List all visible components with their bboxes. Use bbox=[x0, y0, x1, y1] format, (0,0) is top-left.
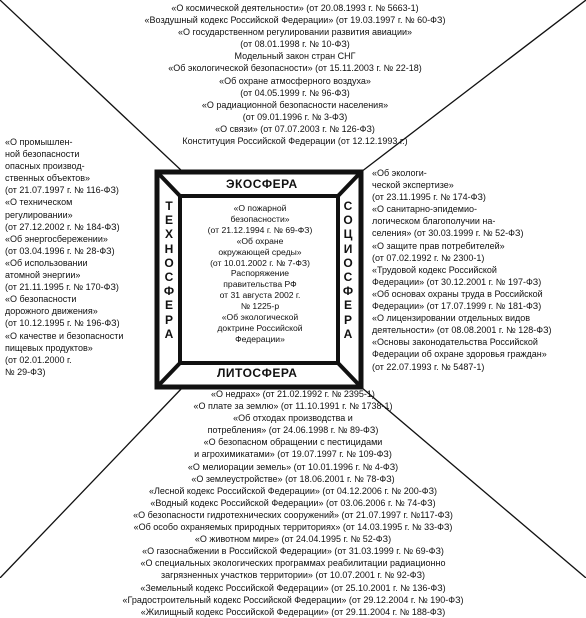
bottom-law-line: потребления» (от 24.06.1998 г. № 89-ФЗ) bbox=[207, 425, 379, 436]
bottom-law-line: «Лесной кодекс Российской Федерации» (от 04.12.2006 г. № 200-ФЗ) bbox=[148, 485, 438, 496]
left-law-line: (от 10.12.1995 г. № 196-ФЗ) bbox=[5, 318, 120, 329]
center-law-line: Федерации» bbox=[235, 333, 285, 344]
vertical-title-letter: А bbox=[164, 326, 174, 341]
right-law-line: логическом благополучии на- bbox=[372, 216, 496, 227]
right-laws bbox=[372, 167, 584, 373]
frame-corner-tl bbox=[157, 172, 180, 196]
left-law-line: пищевых продуктов» bbox=[5, 342, 93, 353]
center-law-line: «О пожарной bbox=[233, 203, 287, 213]
left-law-line: (от 27.12.2002 г. № 184-ФЗ) bbox=[5, 221, 120, 232]
top-law-line: «О государственном регулировании развития авиации» bbox=[178, 27, 412, 38]
vertical-title-letter: С bbox=[343, 199, 353, 213]
left-law-line: дорожного движения» bbox=[5, 306, 98, 317]
top-law-line: (от 09.01.1996 г. № 3-ФЗ) bbox=[242, 111, 348, 122]
top-law-line: Модельный закон стран СНГ bbox=[234, 51, 356, 62]
left-law-line: «О промышлен- bbox=[5, 137, 73, 147]
right-law-line: «Об экологи- bbox=[372, 168, 427, 178]
vertical-title-letter: Е bbox=[164, 213, 173, 228]
right-law-line: «О санитарно-эпидемио- bbox=[372, 204, 477, 215]
bottom-law-line: «О недрах» (от 21.02.1992 г. № 2395-1) bbox=[211, 389, 375, 399]
right-law-line: ческой экспертизе» bbox=[372, 180, 454, 191]
bottom-law-line: «О животном мире» (от 24.04.1995 г. № 52-ФЗ) bbox=[194, 534, 392, 545]
title-sociosphere bbox=[340, 199, 356, 341]
bottom-law-line: «О безопасном обращении с пестицидами bbox=[203, 437, 383, 448]
bottom-law-line: и агрохимикатами» (от 19.07.1997 г. № 109-ФЗ) bbox=[194, 449, 392, 460]
center-law-line: от 31 августа 2002 г. bbox=[219, 290, 301, 301]
center-law-line: (от 10.01.2002 г. № 7-ФЗ) bbox=[210, 257, 310, 268]
vertical-title-letter: Е bbox=[164, 298, 173, 313]
vertical-title-letter: И bbox=[343, 241, 353, 256]
vertical-title-letter: С bbox=[164, 270, 174, 285]
vertical-title-letter: Т bbox=[165, 199, 173, 213]
top-law-line: Конституция Российской Федерации (от 12.12.1993 г.) bbox=[182, 136, 408, 147]
center-laws bbox=[198, 203, 322, 345]
left-law-line: (от 03.04.1996 г. № 28-ФЗ) bbox=[5, 245, 115, 256]
center-law-line: № 1225-р bbox=[240, 301, 280, 312]
vertical-title-letter: Н bbox=[164, 241, 174, 256]
vertical-title-letter: А bbox=[343, 326, 353, 341]
right-law-line: Федерации» (от 30.12.2001 г. № 197-ФЗ) bbox=[372, 276, 542, 287]
right-law-line: деятельности» (от 08.08.2001 г. № 128-ФЗ) bbox=[372, 325, 552, 336]
bottom-law-line: «О мелиорации земель» (от 10.01.1996 г. № 4-ФЗ) bbox=[187, 461, 399, 472]
left-law-line: (от 21.11.1995 г. № 170-ФЗ) bbox=[5, 282, 119, 293]
right-law-line: (от 22.07.1993 г. № 5487-1) bbox=[372, 361, 485, 372]
right-law-line: селения» (от 30.03.1999 г. № 52-ФЗ) bbox=[372, 228, 524, 239]
right-law-line: «Основы законодательства Российской bbox=[372, 337, 538, 348]
vertical-title-letter: Р bbox=[343, 312, 352, 327]
right-law-line: «Об основах охраны труда в Российской bbox=[372, 288, 543, 299]
top-law-line: «О космической деятельности» (от 20.08.1993 г. № 5663-1) bbox=[171, 3, 419, 13]
bottom-law-line: «Жилищный кодекс Российской Федерации» (от 29.11.2004 г. № 188-ФЗ) bbox=[140, 606, 446, 617]
vertical-title-letter: О bbox=[343, 213, 353, 228]
left-law-line: № 29-ФЗ) bbox=[5, 366, 46, 377]
bottom-law-line: «Об отходах производства и bbox=[233, 413, 353, 424]
vertical-title-letter: Е bbox=[343, 298, 352, 313]
center-law-line: «Об охране bbox=[236, 235, 284, 246]
bottom-law-line: «О газоснабжении в Российской Федерации» (от 31.03.1999 г. № 69-ФЗ) bbox=[142, 546, 444, 557]
bottom-law-line: «О специальных экологических программах реабилитации радиационно bbox=[140, 558, 446, 569]
bottom-law-line: «О безопасности гидротехнических сооружений» (от 21.07.1997 г. №117-ФЗ) bbox=[133, 509, 453, 520]
title-technosphere bbox=[161, 199, 177, 341]
vertical-title-letter: Х bbox=[164, 227, 173, 242]
vertical-title-letter: Ц bbox=[343, 227, 353, 242]
top-law-line: «О радиационной безопасности населения» bbox=[201, 99, 389, 110]
center-law-line: Распоряжение bbox=[230, 268, 290, 279]
top-law-line: (от 08.01.1998 г. № 10-ФЗ) bbox=[240, 39, 350, 50]
bottom-law-line: «Градостроительный кодекс Российской Федерации» (от 29.12.2004 г. № 190-ФЗ) bbox=[122, 594, 464, 605]
vertical-title-letter: О bbox=[343, 255, 353, 270]
left-law-line: ной безопасности bbox=[5, 149, 80, 160]
left-laws bbox=[5, 136, 155, 378]
left-law-line: регулировании» bbox=[5, 209, 73, 220]
top-law-line: «О связи» (от 07.07.2003 г. № 126-ФЗ) bbox=[215, 123, 375, 134]
top-law-line: «Об охране атмосферного воздуха» bbox=[219, 75, 371, 86]
frame-corner-bl bbox=[157, 363, 180, 387]
bottom-law-line: «Водный кодекс Российской Федерации» (от 03.06.2006 г. № 74-ФЗ) bbox=[150, 497, 436, 508]
vertical-title-letter: О bbox=[164, 255, 174, 270]
left-law-line: (от 21.07.1997 г. № 116-ФЗ) bbox=[5, 185, 119, 196]
left-law-line: атомной энергии» bbox=[5, 270, 81, 281]
right-law-line: (от 07.02.1992 г. № 2300-1) bbox=[372, 252, 485, 263]
bottom-law-line: загрязненных участков территории» (от 10.07.2001 г. № 92-ФЗ) bbox=[160, 570, 426, 581]
left-law-line: (от 02.01.2000 г. bbox=[5, 354, 72, 365]
right-law-line: «О защите прав потребителей» bbox=[372, 240, 505, 251]
center-law-line: окружающей среды» bbox=[218, 246, 302, 257]
left-law-line: ственных объектов» bbox=[5, 173, 91, 184]
center-law-line: доктрине Российской bbox=[217, 322, 303, 333]
left-law-line: «Об использовании bbox=[5, 257, 88, 268]
bottom-laws bbox=[60, 388, 526, 618]
left-law-line: «О качестве и безопасности bbox=[5, 330, 124, 341]
frame-corner-br bbox=[338, 363, 361, 387]
center-law-line: безопасности» bbox=[230, 213, 290, 224]
title-lithosphere: ЛИТОСФЕРА bbox=[217, 366, 298, 380]
bottom-law-line: «О землеустройстве» (от 18.06.2001 г. № 78-ФЗ) bbox=[191, 473, 395, 484]
bottom-law-line: «Об особо охраняемых природных территориях» (от 14.03.1995 г. № 33-ФЗ) bbox=[133, 522, 453, 533]
right-law-line: Федерации» (от 17.07.1999 г. № 181-ФЗ) bbox=[372, 301, 542, 312]
center-law-line: правительства РФ bbox=[223, 279, 297, 290]
vertical-title-letter: Ф bbox=[163, 284, 175, 299]
vertical-title-letter: С bbox=[343, 270, 353, 285]
top-laws bbox=[80, 2, 510, 147]
right-law-line: «Трудовой кодекс Российской bbox=[372, 264, 497, 275]
top-law-line: «Воздушный кодекс Российской Федерации» (от 19.03.1997 г. № 60-ФЗ) bbox=[144, 15, 446, 26]
right-law-line: «О лицензировании отдельных видов bbox=[372, 313, 531, 324]
left-law-line: опасных производ- bbox=[5, 161, 85, 172]
left-law-line: «О техническом bbox=[5, 197, 73, 208]
right-law-line: Федерации об охране здоровья граждан» bbox=[372, 349, 547, 360]
top-law-line: «Об экологической безопасности» (от 15.11.2003 г. № 22-18) bbox=[168, 63, 422, 74]
left-law-line: «О безопасности bbox=[5, 294, 77, 305]
vertical-title-letter: Р bbox=[164, 312, 173, 327]
bottom-law-line: «Земельный кодекс Российской Федерации» (от 25.10.2001 г. № 136-ФЗ) bbox=[140, 582, 446, 593]
frame-corner-tr bbox=[338, 172, 361, 196]
center-law-line: «Об экологической bbox=[221, 312, 299, 323]
left-law-line: «Об энергосбережении» bbox=[5, 233, 108, 244]
bottom-law-line: «О плате за землю» (от 11.10.1991 г. № 1738-1) bbox=[193, 401, 393, 412]
vertical-title-letter: Ф bbox=[342, 284, 354, 299]
title-ecosphere: ЭКОСФЕРА bbox=[226, 177, 298, 191]
right-law-line: (от 23.11.1995 г. № 174-ФЗ) bbox=[372, 192, 486, 203]
center-law-line: (от 21.12.1994 г. № 69-ФЗ) bbox=[207, 224, 313, 235]
top-law-line: (от 04.05.1999 г. № 96-ФЗ) bbox=[240, 87, 350, 98]
